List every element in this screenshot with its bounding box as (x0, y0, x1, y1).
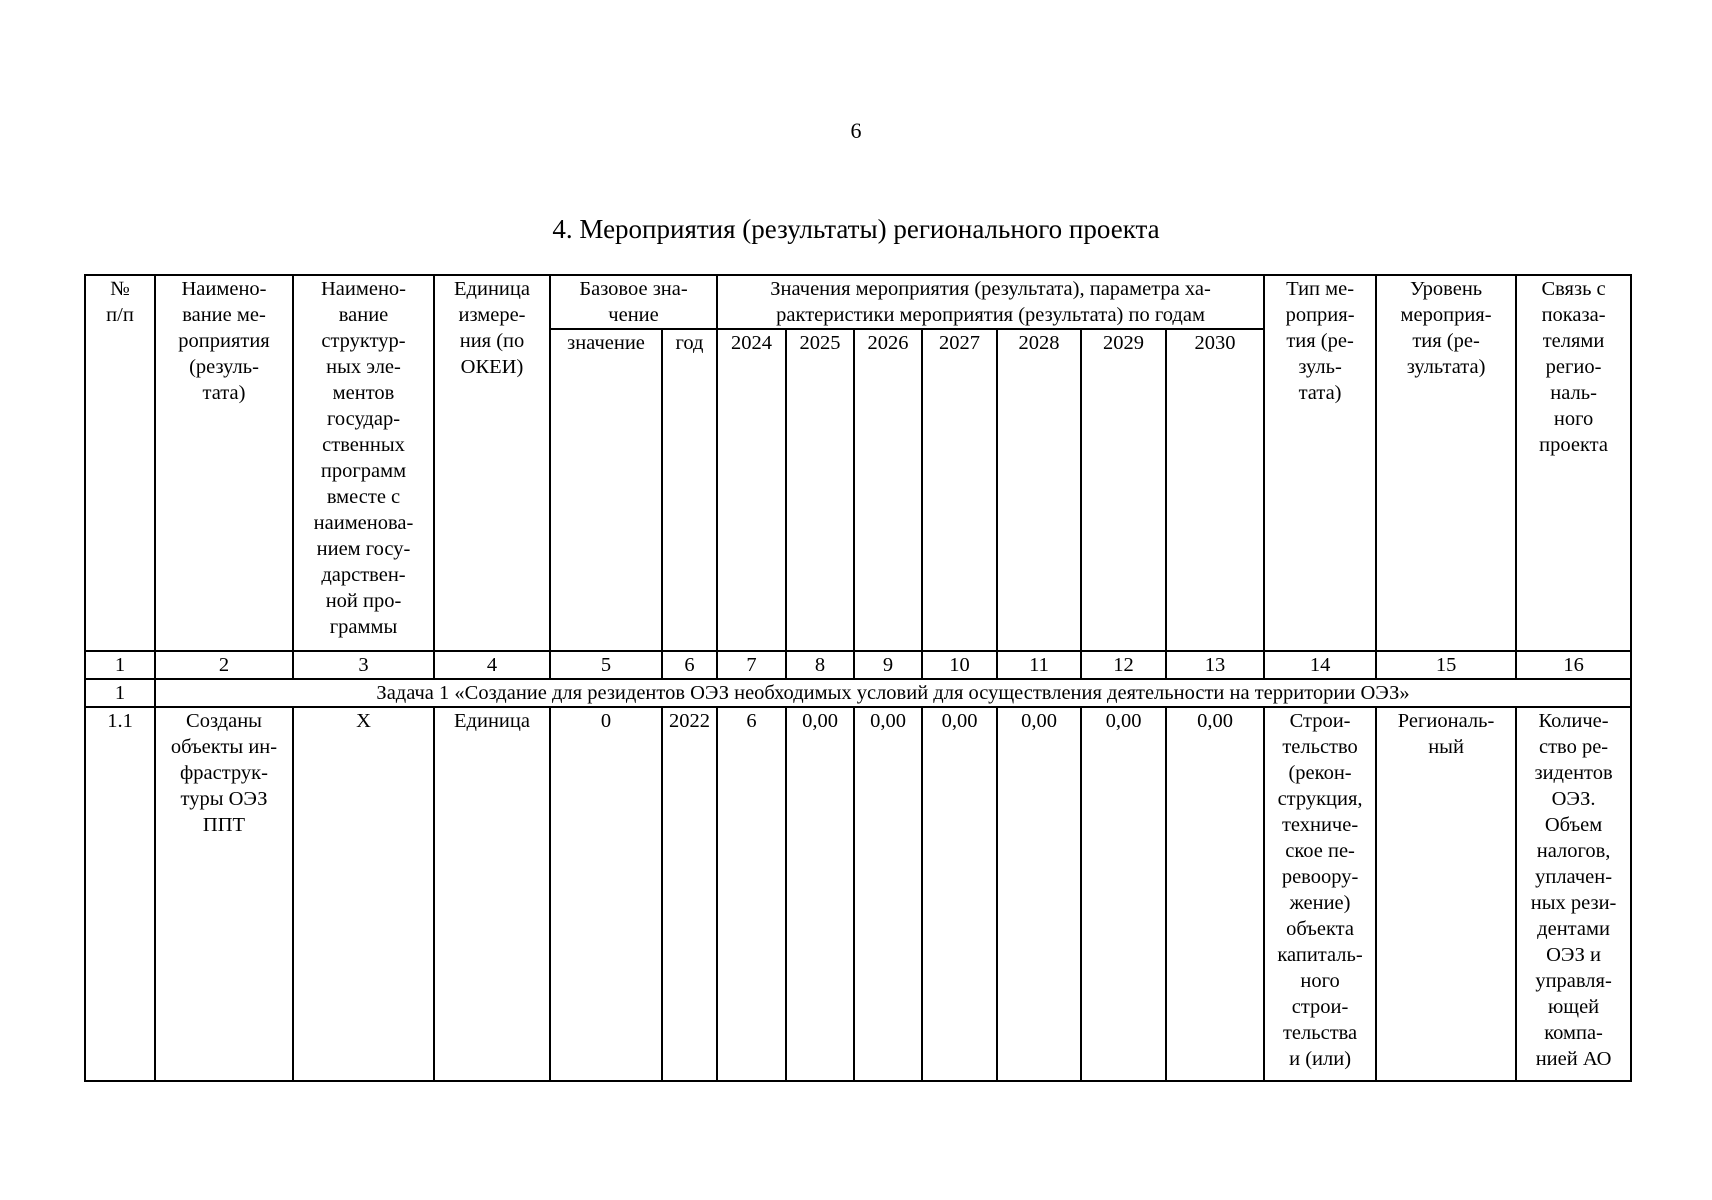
header-unit: Единица измере- ния (по ОКЕИ) (434, 275, 550, 651)
row-value-2029: 0,00 (1081, 707, 1166, 1081)
column-number: 6 (662, 651, 717, 679)
header-type: Тип ме- роприя- тия (ре- зуль- тата) (1264, 275, 1376, 651)
header-year: 2026 (854, 329, 922, 651)
header-year: 2024 (717, 329, 786, 651)
header-level: Уровень мероприя- тия (ре- зультата) (1376, 275, 1516, 651)
header-year: 2027 (922, 329, 997, 651)
header-year: 2029 (1081, 329, 1166, 651)
row-base-value: 0 (550, 707, 662, 1081)
table-row (85, 707, 1631, 1081)
column-number: 7 (717, 651, 786, 679)
column-number: 13 (1166, 651, 1264, 679)
section-title: 4. Мероприятия (результаты) регионального проекта (552, 214, 1160, 244)
column-number: 8 (786, 651, 854, 679)
row-event-name: Созданы объекты ин- фраструк- туры ОЭЗ ППТ (155, 707, 293, 1081)
row-value-2024: 6 (717, 707, 786, 1081)
row-struct-elements: Х (293, 707, 434, 1081)
page-number: 6 (850, 118, 862, 143)
column-number: 11 (997, 651, 1081, 679)
header-num: № п/п (85, 275, 155, 651)
column-number: 3 (293, 651, 434, 679)
column-number: 2 (155, 651, 293, 679)
task-row (85, 679, 1631, 707)
column-number: 16 (1516, 651, 1631, 679)
header-year: 2025 (786, 329, 854, 651)
column-number: 15 (1376, 651, 1516, 679)
column-number: 1 (85, 651, 155, 679)
row-value-2027: 0,00 (922, 707, 997, 1081)
row-type: Строи- тельство (рекон- струкция, техниче- ское пе- ревоору- жение) объекта капиталь- ного строи- тельства и (или) (1264, 707, 1376, 1081)
task-num: 1 (85, 679, 155, 707)
row-value-2026: 0,00 (854, 707, 922, 1081)
row-unit: Единица (434, 707, 550, 1081)
header-base-value: значение (550, 329, 662, 651)
row-value-2030: 0,00 (1166, 707, 1264, 1081)
column-number: 9 (854, 651, 922, 679)
row-level: Региональ- ный (1376, 707, 1516, 1081)
header-base: Базовое зна- чение (550, 275, 717, 329)
column-number: 4 (434, 651, 550, 679)
header-year: 2030 (1166, 329, 1264, 651)
row-link: Количе- ство ре- зидентов ОЭЗ. Объем налогов, уплачен- ных рези- дентами ОЭЗ и управля- ющей компа- нией АО (1516, 707, 1631, 1081)
task-text: Задача 1 «Создание для резидентов ОЭЗ необходимых условий для осуществления деятельности на территории ОЭЗ» (155, 679, 1631, 707)
row-value-2025: 0,00 (786, 707, 854, 1081)
column-number: 12 (1081, 651, 1166, 679)
column-number: 10 (922, 651, 997, 679)
header-event-name: Наимено- вание ме- роприятия (резуль- тата) (155, 275, 293, 651)
column-number: 5 (550, 651, 662, 679)
events-table (84, 274, 1632, 1082)
header-base-year: год (662, 329, 717, 651)
row-value-2028: 0,00 (997, 707, 1081, 1081)
header-year: 2028 (997, 329, 1081, 651)
header-link: Связь с показа- телями регио- наль- ного проекта (1516, 275, 1631, 651)
column-number: 14 (1264, 651, 1376, 679)
header-values-by-year: Значения мероприятия (результата), параметра ха- рактеристики мероприятия (результата) по годам (717, 275, 1264, 329)
row-num: 1.1 (85, 707, 155, 1081)
header-struct-elements: Наимено- вание структур- ных эле- ментов государ- ственных программ вместе с наименова- нием госу- дарствен- ной про- граммы (293, 275, 434, 651)
row-base-year: 2022 (662, 707, 717, 1081)
